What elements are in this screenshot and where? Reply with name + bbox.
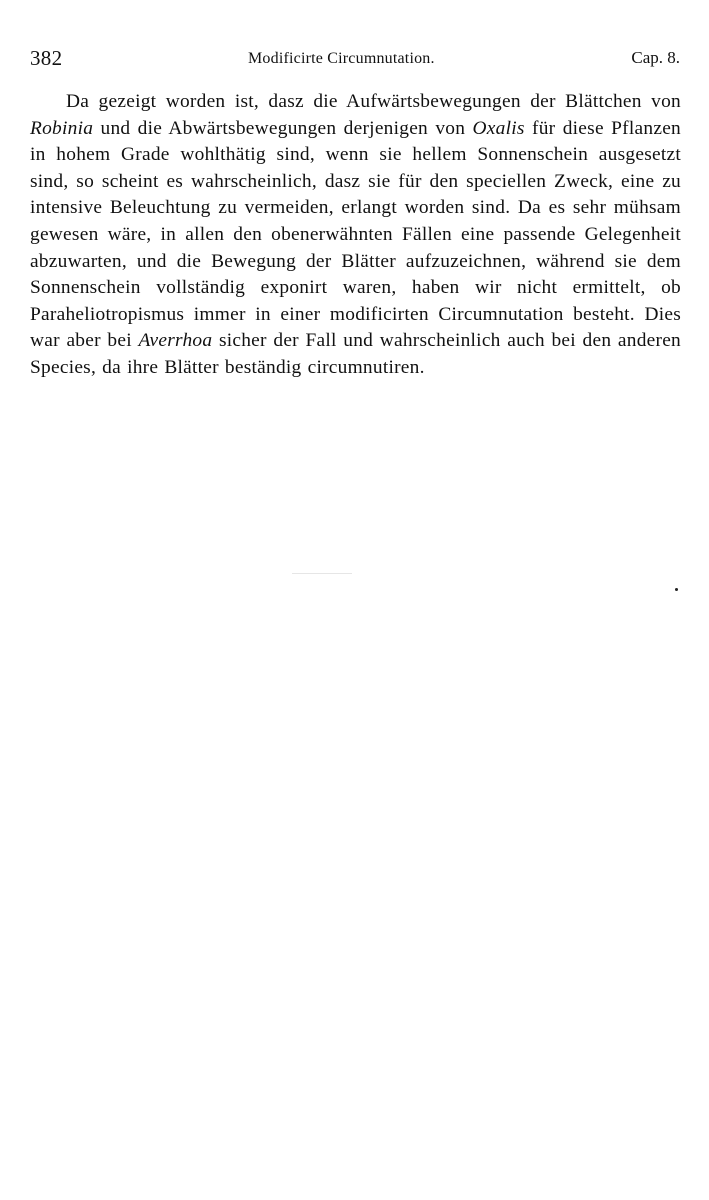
italic-term-averrhoa: Averrhoa (138, 330, 213, 352)
running-header (30, 46, 680, 74)
chapter-label: Cap. 8. (631, 48, 680, 67)
running-title: Modificirte Circumnutation. (248, 50, 435, 67)
italic-term-oxalis: Oxalis (472, 117, 525, 139)
paragraph-text-segment: Da gezeigt worden ist, dasz die Aufwärtsbewegungen der Blättchen von (66, 91, 681, 112)
paragraph-text-segment: sicher der Fall und wahrscheinlich auch bei den anderen Species, da ihre Blätter beständig circumnutiren. (30, 330, 682, 378)
scan-artifact-dot (675, 588, 678, 591)
page-number: 382 (30, 46, 63, 70)
body-paragraph (30, 89, 681, 382)
paragraph-text-segment: und die Abwärtsbewegungen derjenigen von (93, 117, 473, 139)
paragraph-text-segment: für diese Pflanzen in hohem Grade wohlthätig sind, wenn sie hellem Sonnenschein ausgesetzt sind, so scheint es wahrscheinlich, dasz sie für den speciellen Zweck, eine zu intensive Beleuchtung zu vermeiden, erlangt worden sind. Da es sehr mühsam gewesen wäre, in allen den obenerwähnten Fällen eine passende Gelegenheit abzuwarten, und die Bewegung der Blätter aufzuzeichnen, während sie dem Sonnenschein vollständig exponirt waren, haben wir nicht ermittelt, ob Paraheliotropismus immer in einer modificirten Circumnutation besteht. Dies war aber bei (30, 117, 681, 352)
italic-term-robinia: Robinia (30, 117, 94, 139)
scan-artifact-line (292, 573, 352, 574)
